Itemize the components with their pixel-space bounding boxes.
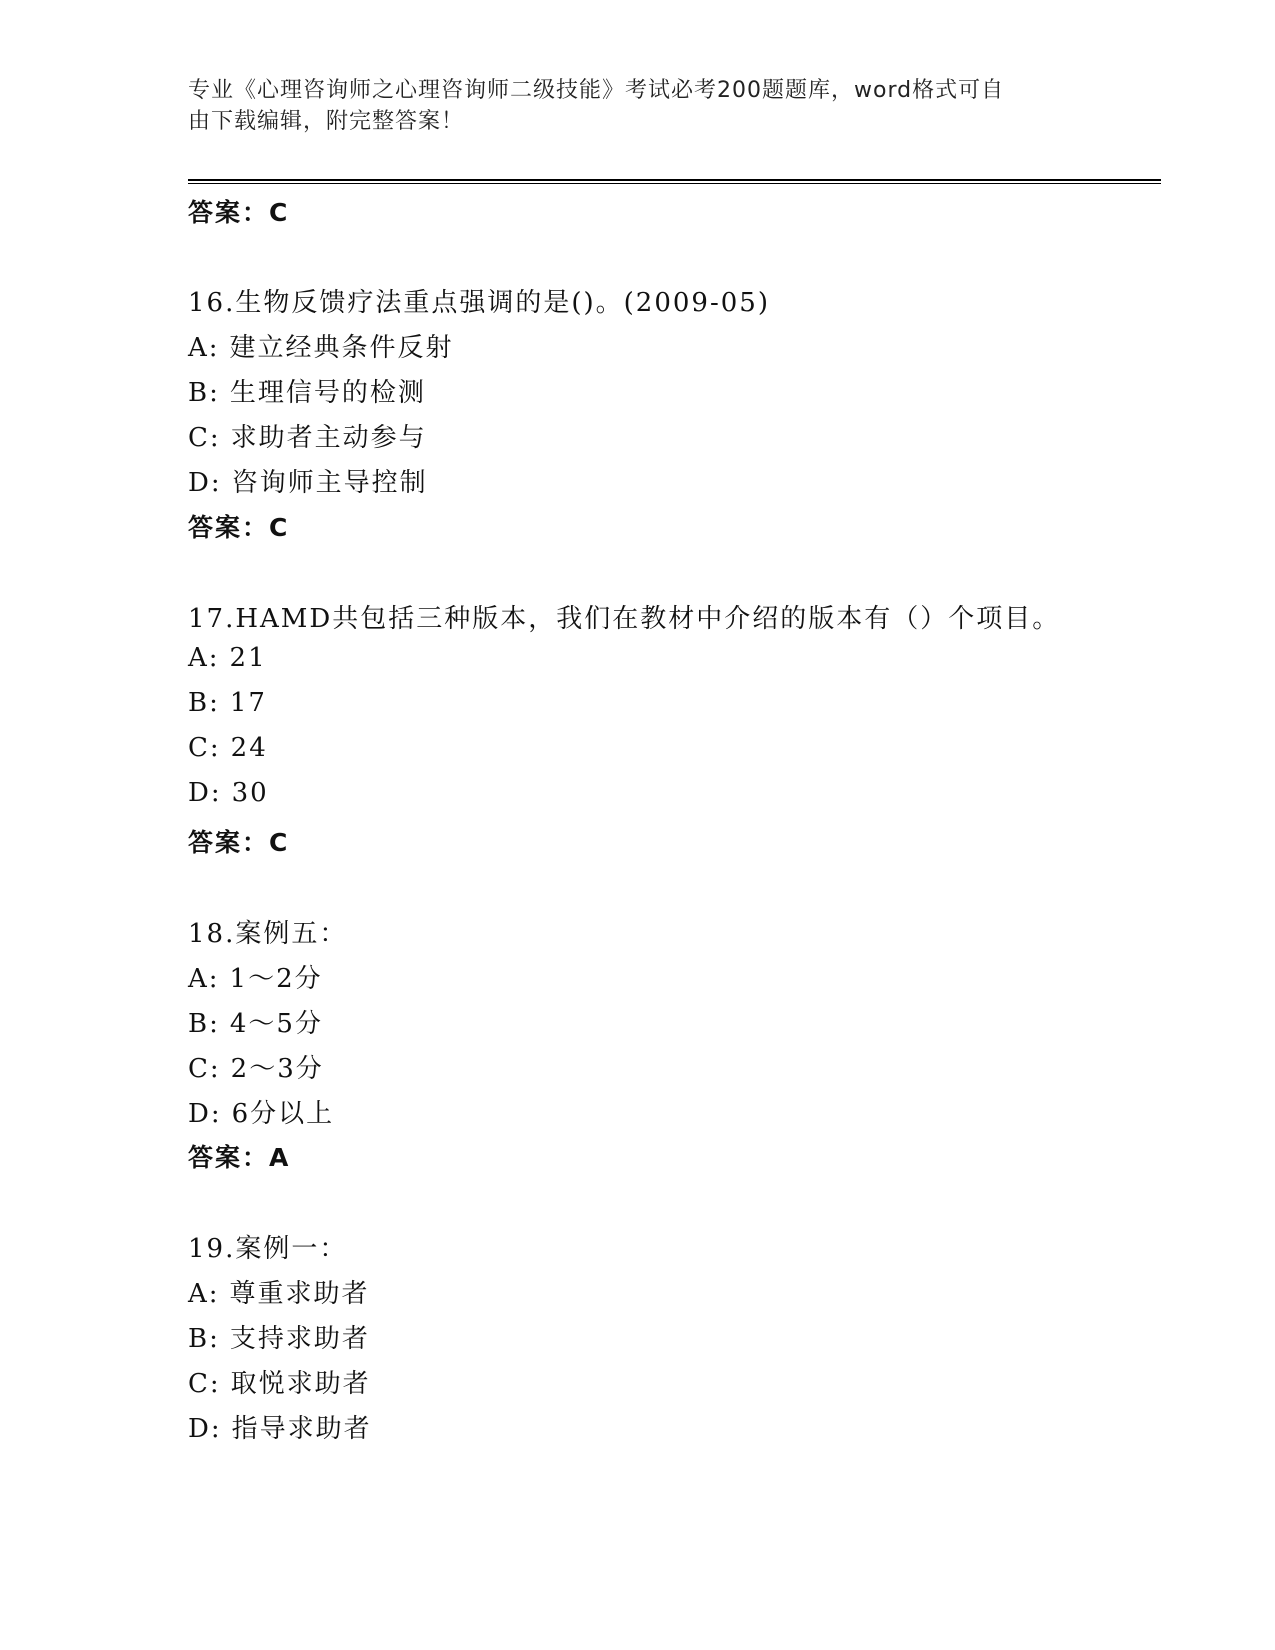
- option-letter: B:: [188, 688, 220, 718]
- q19-option-c: [188, 1363, 371, 1400]
- option-text: 尊重求助者: [229, 1279, 370, 1309]
- header-divider-thick: [188, 179, 1161, 181]
- option-letter: A:: [188, 964, 220, 994]
- question-18: 18.案例五：: [188, 919, 348, 949]
- q16-option-b: [188, 372, 426, 409]
- option-text: 4～5分: [229, 1009, 323, 1039]
- q16-option-d: [188, 462, 428, 499]
- option-letter: B:: [188, 1009, 220, 1039]
- option-text: 求助者主动参与: [230, 423, 427, 453]
- q19-option-d: [188, 1408, 372, 1445]
- option-text: 24: [230, 733, 268, 763]
- option-text: 生理信号的检测: [229, 378, 426, 408]
- header-line-2: 由下载编辑，附完整答案！: [188, 109, 465, 134]
- q18-option-b: [188, 1003, 323, 1040]
- option-letter: C:: [188, 733, 221, 763]
- option-letter: C:: [188, 1054, 221, 1084]
- option-text: 支持求助者: [229, 1324, 370, 1354]
- option-letter: B:: [188, 1324, 220, 1354]
- option-letter: D:: [188, 1414, 222, 1444]
- option-text: 17: [229, 688, 267, 718]
- answer-16: 答案：C: [188, 513, 290, 542]
- option-letter: A:: [188, 643, 220, 673]
- header-divider-thin: [188, 183, 1161, 184]
- option-letter: C:: [188, 423, 221, 453]
- option-text: 21: [229, 643, 267, 673]
- option-letter: A:: [188, 333, 220, 363]
- option-letter: A:: [188, 1279, 220, 1309]
- option-letter: D:: [188, 778, 222, 808]
- q17-option-b: [188, 688, 267, 718]
- question-16: 16.生物反馈疗法重点强调的是()。(2009-05): [188, 288, 770, 318]
- option-text: 指导求助者: [231, 1414, 372, 1444]
- q18-option-a: [188, 958, 323, 995]
- q18-option-d: [188, 1093, 334, 1130]
- document-header: [188, 75, 1088, 137]
- option-letter: D:: [188, 1099, 222, 1129]
- option-letter: D:: [188, 468, 222, 498]
- answer-18: 答案：A: [188, 1143, 291, 1172]
- option-text: 6分以上: [231, 1099, 335, 1129]
- option-letter: C:: [188, 1369, 221, 1399]
- answer-17: 答案：C: [188, 828, 290, 857]
- option-letter: B:: [188, 378, 220, 408]
- header-line-1: 专业《心理咨询师之心理咨询师二级技能》考试必考200题题库，word格式可自: [188, 78, 1005, 103]
- q19-option-a: [188, 1273, 370, 1310]
- q18-option-c: [188, 1048, 324, 1085]
- answer-15: 答案：C: [188, 198, 290, 227]
- q19-option-b: [188, 1318, 370, 1355]
- option-text: 取悦求助者: [230, 1369, 371, 1399]
- q16-option-c: [188, 417, 427, 454]
- option-text: 2～3分: [230, 1054, 324, 1084]
- q16-option-a: [188, 327, 454, 364]
- option-text: 1～2分: [229, 964, 323, 994]
- question-19: 19.案例一：: [188, 1234, 348, 1264]
- q17-option-d: [188, 778, 269, 808]
- option-text: 咨询师主导控制: [231, 468, 428, 498]
- option-text: 30: [231, 778, 269, 808]
- question-17: 17.HAMD共包括三种版本，我们在教材中介绍的版本有（）个项目。: [188, 604, 1061, 634]
- option-text: 建立经典条件反射: [229, 333, 454, 363]
- q17-option-c: [188, 733, 268, 763]
- q17-option-a: [188, 643, 267, 673]
